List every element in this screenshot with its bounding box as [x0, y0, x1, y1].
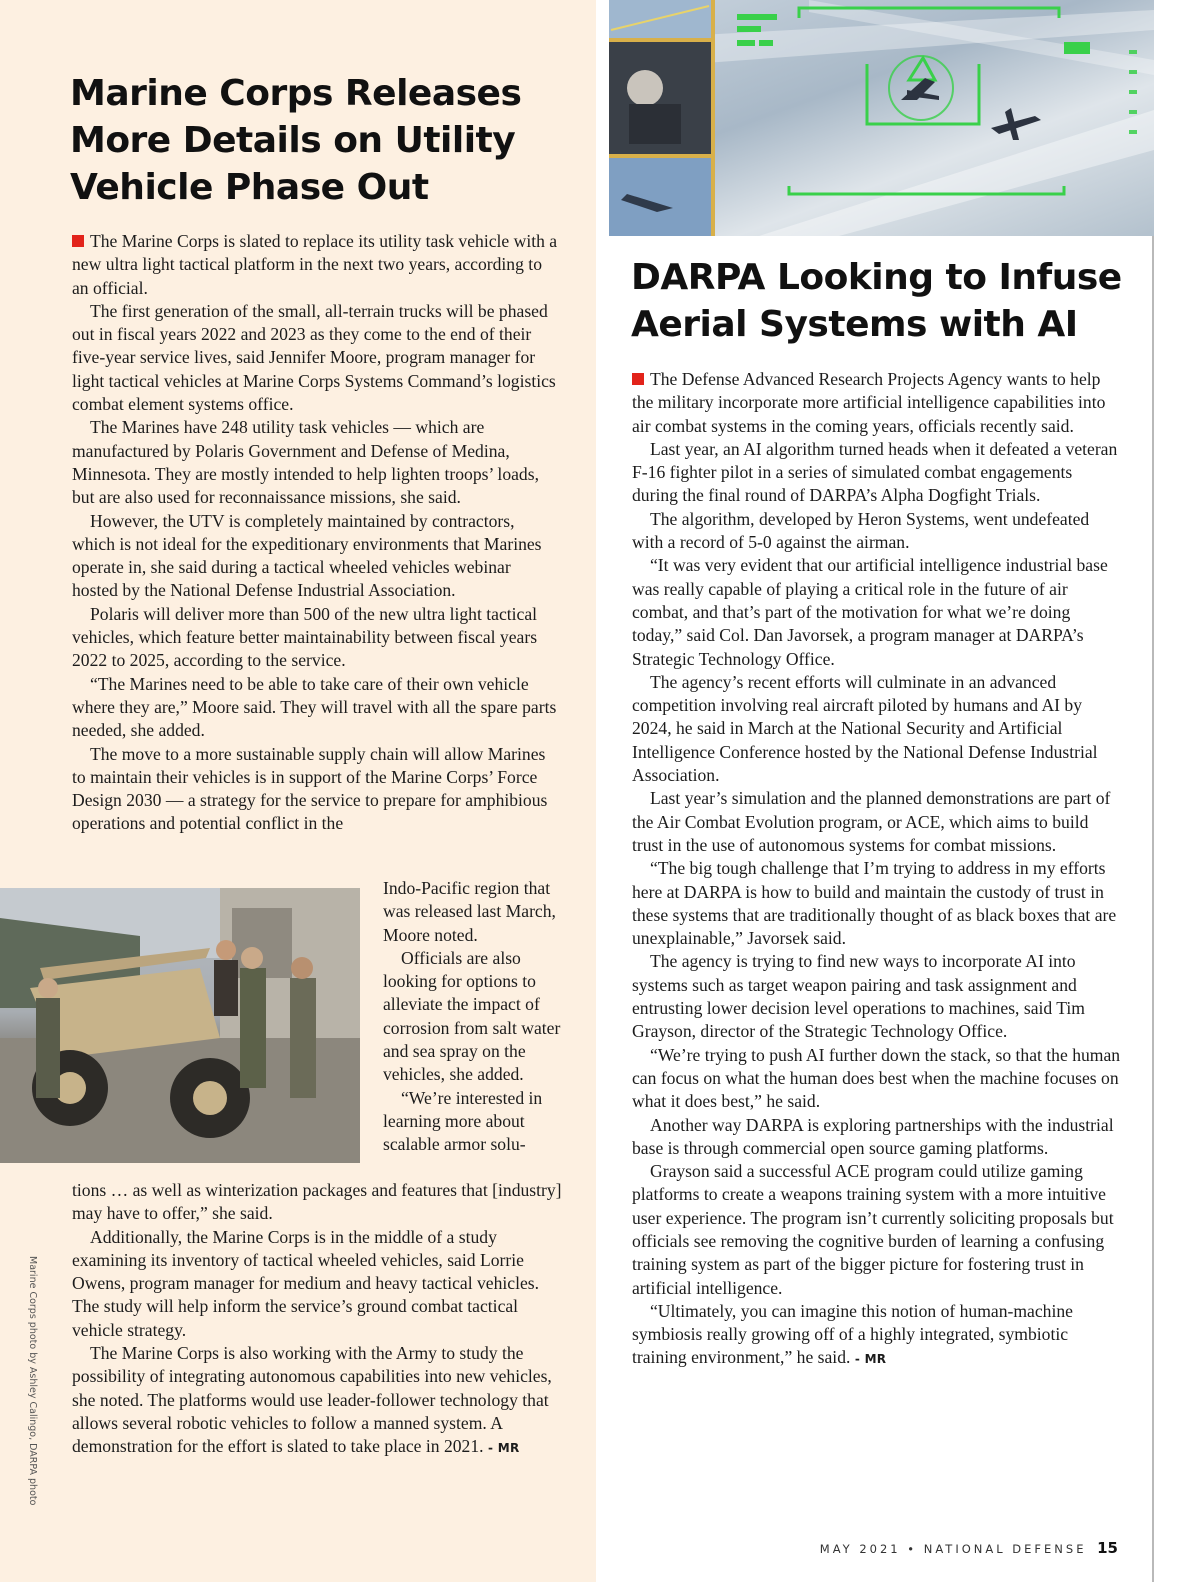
left-paragraph: Officials are also looking for options to alleviate the impact of corrosion from salt water and sea spray on the vehicles, she added. [383, 947, 561, 1085]
left-paragraph: “We’re interested in learning more about scalable armor solu- [383, 1087, 543, 1155]
right-paragraph: “It was very evident that our artificial intelligence industrial base was really capable of playing a critical role in the future of air combat, and that’s part of the motivation for what we’re doing today,” said Col. Dan Javorsek, a program manager at DARPA’s Strategic Technology Office. [632, 555, 1108, 669]
left-paragraph: The first generation of the small, all-terrain trucks will be phased out in fiscal years 2022 and 2023 as they come to the end of their five-year service lives, said Jennifer Moore, program manager for light tactical vehicles at Marine Corps Systems Command’s logistics combat element systems office. [72, 300, 556, 415]
left-paragraph: “The Marines need to be able to take care of their own vehicle where they are,” Moore said. They will travel with all the spare parts needed, she added. [72, 673, 557, 741]
left-paragraph: Indo-Pacific region that was released last March, Moore noted. [383, 878, 556, 945]
right-paragraph: “We’re trying to push AI further down the stack, so that the human can focus on what the human does best when the machine focuses on what it does best,” he said. [632, 1044, 1121, 1112]
right-paragraph: “The big tough challenge that I’m trying to address in my efforts here at DARPA is how to build and maintain the custody of trust in these systems that are traditionally thought of as black boxes that are unexplainable,” Javorsek said. [632, 858, 1117, 949]
page-footer [820, 1539, 1118, 1557]
right-paragraph: Grayson said a successful ACE program could utilize gaming platforms to create a weapons training system with a more intuitive user experience. The program isn’t currently soliciting proposals but officials see removing the cognitive burden of learning a confusing training system as part of the bigger picture for fostering trust in artificial intelligence. [632, 1161, 1114, 1298]
left-article-body-wrap [383, 877, 561, 1157]
left-paragraph: Additionally, the Marine Corps is in the middle of a study examining its inventory of tactical wheeled vehicles, said Lorrie Owens, program manager for medium and heavy tactical vehicles. The study will help inform the service’s ground combat tactical vehicle strategy. [72, 1226, 540, 1340]
left-paragraph: Polaris will deliver more than 500 of the new ultra light tactical vehicles, which feature better maintainability between fiscal years 2022 to 2025, according to the service. [72, 603, 538, 671]
footer-issue: MAY 2021 • NATIONAL DEFENSE [819, 1542, 1087, 1556]
right-paragraph: “Ultimately, you can imagine this notion of human-machine symbiosis really growing off of a highly integrated, symbiotic training environment,” he said. - MR [632, 1300, 1073, 1368]
left-paragraph: The Marines have 248 utility task vehicles — which are manufactured by Polaris Government and Defense of Medina, Minnesota. They are mostly intended to help lighten troops’ loads, but are also used for reconnaissance missions, she said. [72, 417, 539, 508]
right-paragraph: The agency’s recent efforts will culminate in an advanced competition involving real aircraft piloted by humans and AI by 2024, he said in March at the National Security and Artificial Intelligence Conference hosted by the National Defense Industrial Association. [632, 671, 1098, 786]
darpa-dogfight-graphic [609, 0, 1154, 236]
page-edge-rule [1152, 0, 1154, 1582]
left-paragraph: The Marine Corps is slated to replace its utility task vehicle with a new ultra light tactical platform in the next two years, according to an official. [72, 231, 558, 298]
utv-photo-illustration [0, 888, 360, 1163]
right-paragraph: Another way DARPA is exploring partnerships with the industrial base is through commercial open source gaming platforms. [632, 1114, 1114, 1158]
left-paragraph: tions … as well as winterization packages and features that [industry] may have to offer,” she said. [72, 1180, 562, 1224]
right-paragraph: Last year, an AI algorithm turned heads when it defeated a veteran F-16 fighter pilot in a series of simulated combat engagements during the final round of DARPA’s Alpha Dogfight Trials. [632, 438, 1118, 506]
right-paragraph: The agency is trying to find new ways to incorporate AI into systems such as target weapon pairing and task assignment and entrusting lower decision level operations to machines, said Tim Grayson, director of the Strategic Technology Office. [632, 951, 1085, 1042]
left-paragraph: The Marine Corps is also working with the Army to study the possibility of integrating autonomous capabilities into new vehicles, she noted. The platforms would use leader-follower technology that allows several robotic vehicles to follow a manned system. A demonstration for the effort is slated to take place in 2021. - MR [72, 1343, 552, 1457]
right-paragraph: The algorithm, developed by Heron Systems, went undefeated with a record of 5-0 against the airman. [632, 508, 1090, 553]
darpa-hud-illustration [609, 0, 1154, 236]
left-article-body-bottom [72, 1179, 562, 1461]
left-paragraph: The move to a more sustainable supply chain will allow Marines to maintain their vehicles is in support of the Marine Corps’ Force Design 2030 — a strategy for the service to prepare for amphibious operations and potential conflict in the [72, 743, 548, 834]
right-article-signature: - MR [854, 1352, 887, 1367]
left-article-headline: Marine Corps Releases More Details on Utility Vehicle Phase Out [70, 73, 522, 208]
bullet-marker-icon [632, 373, 644, 385]
right-article-body [632, 368, 1122, 1372]
left-article-signature: - MR [487, 1441, 520, 1456]
photo-credit: Marine Corps photo by Ashley Calingo, DARPA photo [27, 1256, 38, 1506]
page-number: 15 [1097, 1539, 1118, 1557]
right-paragraph: The Defense Advanced Research Projects Agency wants to help the military incorporate more artificial intelligence capabilities into air combat systems in the coming years, officials recently said. [632, 369, 1106, 436]
bullet-marker-icon [72, 235, 84, 247]
left-paragraph: However, the UTV is completely maintained by contractors, which is not ideal for the expeditionary environments that Marines operate in, she said during a tactical wheeled vehicles webinar hosted by the National Defense Industrial Association. [72, 510, 542, 601]
right-paragraph: Last year’s simulation and the planned demonstrations are part of the Air Combat Evolution program, or ACE, which aims to build trust in the use of autonomous systems for combat missions. [632, 788, 1111, 855]
utv-photo [0, 888, 360, 1163]
right-article-headline: DARPA Looking to Infuse Aerial Systems with AI [631, 257, 1122, 345]
left-article-body-top [72, 230, 560, 836]
